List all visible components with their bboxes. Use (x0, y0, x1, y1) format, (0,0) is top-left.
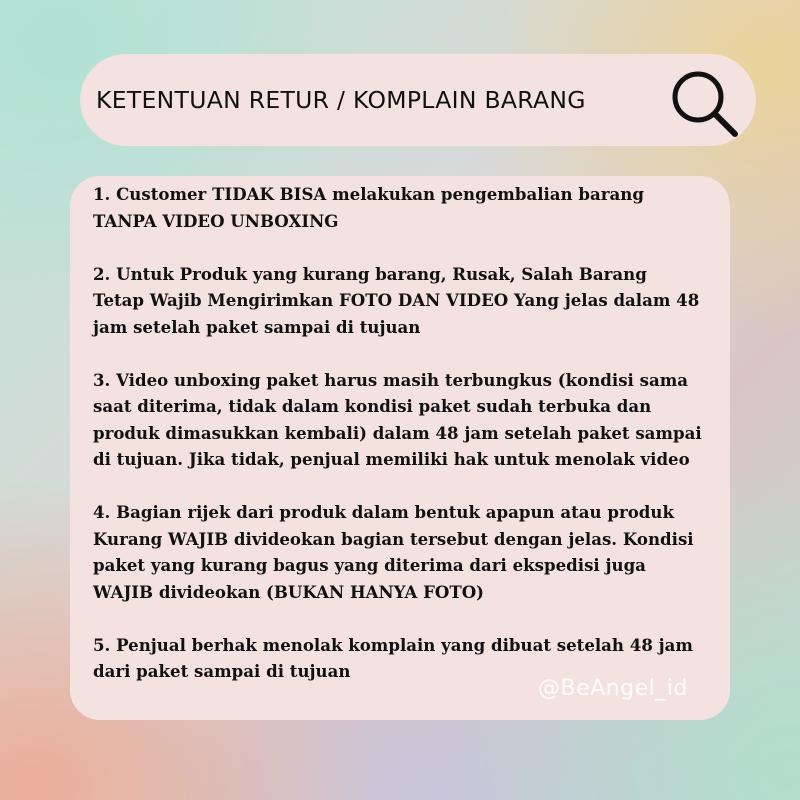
rule-item-1 (93, 181, 723, 234)
rule-line: di tujuan. Jika tidak, penjual memiliki hak untuk menolak video (93, 449, 690, 469)
rule-line: saat diterima, tidak dalam kondisi paket sudah terbuka dan (93, 396, 652, 416)
rule-line: 5. Penjual berhak menolak komplain yang dibuat setelah 48 jam (93, 634, 693, 655)
rule-line: Kurang WAJIB divideokan bagian tersebut dengan jelas. Kondisi (93, 528, 694, 549)
rule-line: Tetap Wajib Mengirimkan FOTO DAN VIDEO Yang jelas dalam 48 (93, 290, 700, 310)
rule-line: paket yang kurang bagus yang diterima dari ekspedisi juga (93, 555, 646, 575)
page-title: KETENTUAN RETUR / KOMPLAIN BARANG (96, 86, 586, 114)
rule-line: TANPA VIDEO UNBOXING (93, 210, 339, 231)
search-icon (668, 68, 742, 138)
watermark: @BeAngel_id (538, 676, 688, 701)
rule-item-4 (93, 499, 723, 605)
rule-line: WAJIB divideokan (BUKAN HANYA FOTO) (93, 581, 484, 602)
rule-line: 3. Video unboxing paket harus masih terbungkus (kondisi sama (93, 369, 689, 390)
rule-line: dari paket sampai di tujuan (93, 661, 351, 681)
rule-item-3 (93, 367, 723, 473)
rule-line: jam setelah paket sampai di tujuan (93, 316, 421, 337)
rules-card (70, 176, 730, 720)
rule-item-2 (93, 261, 723, 341)
rule-line: 2. Untuk Produk yang kurang barang, Rusak, Salah Barang (93, 263, 647, 284)
title-bar (80, 54, 756, 146)
rule-line: 4. Bagian rijek dari produk dalam bentuk apapun atau produk (93, 502, 674, 522)
rule-line: 1. Customer TIDAK BISA melakukan pengembalian barang (93, 184, 644, 204)
rule-line: produk dimasukkan kembali) dalam 48 jam setelah paket sampai (93, 422, 702, 443)
rules-list (93, 181, 723, 711)
